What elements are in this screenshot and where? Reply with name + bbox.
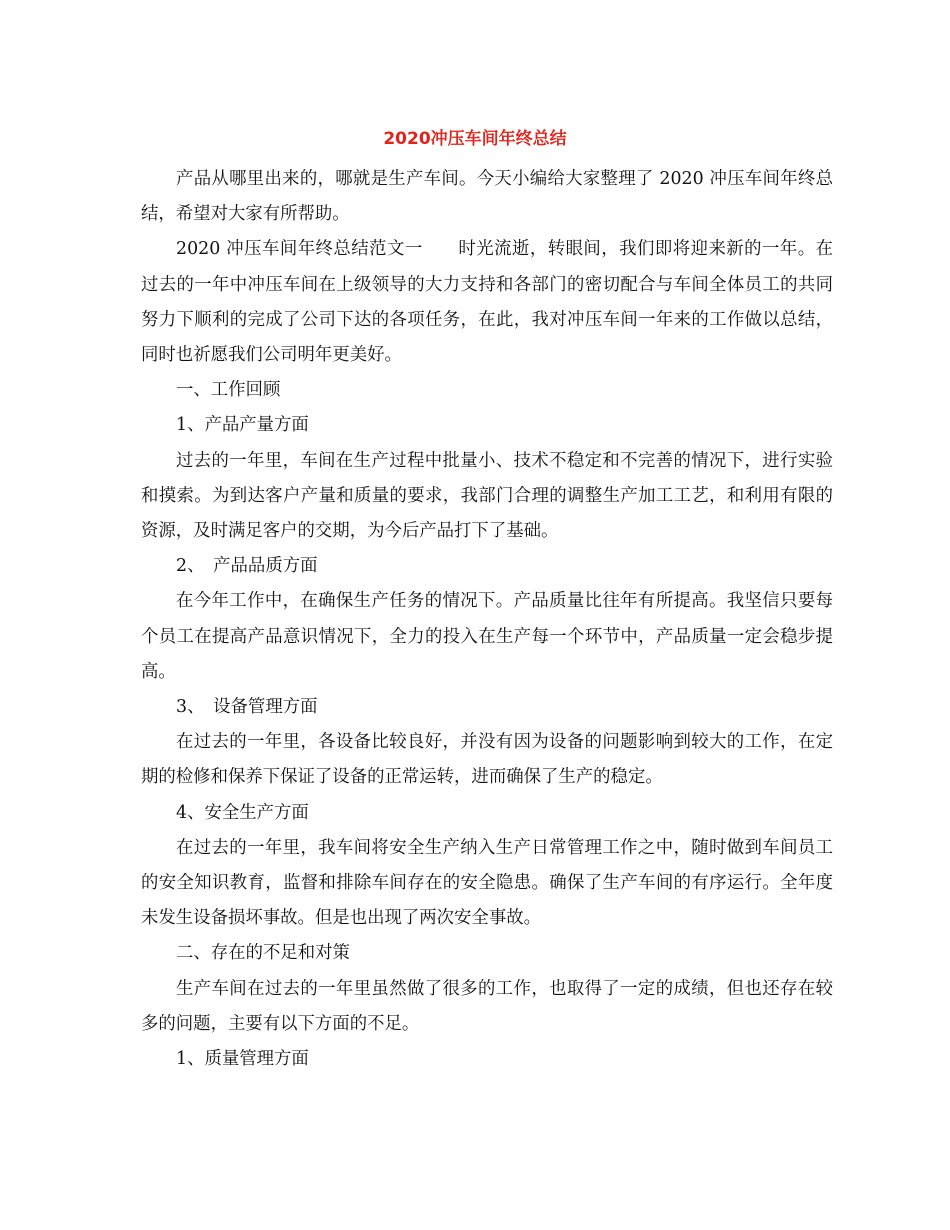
subheading-quality-management: 1、质量管理方面 bbox=[176, 1049, 309, 1070]
document-body bbox=[141, 162, 833, 1077]
paragraph-safety: 在过去的一年里，我车间将安全生产纳入生产日常管理工作之中，随时做到车间员工的安全知识教育，监督和排除车间存在的安全隐患。确保了生产车间的有序运行。全年度未发生设备损坏事故。但是也出现了两次安全事故。 bbox=[141, 837, 833, 929]
subheading-output: 1、产品产量方面 bbox=[176, 415, 309, 436]
document-title: 2020冲压车间年终总结 bbox=[383, 129, 567, 149]
paragraph-shortcomings: 生产车间在过去的一年里虽然做了很多的工作，也取得了一定的成绩，但也还存在较多的问题，主要有以下方面的不足。 bbox=[141, 978, 833, 1034]
heading-work-review: 一、工作回顾 bbox=[176, 380, 281, 401]
subheading-quality: 2、 产品品质方面 bbox=[176, 556, 318, 577]
paragraph-output: 过去的一年里，车间在生产过程中批量小、技术不稳定和不完善的情况下，进行实验和摸索。为到达客户产量和质量的要求，我部门合理的调整生产加工工艺，和利用有限的资源，及时满足客户的交期，为今后产品打下了基础。 bbox=[141, 450, 833, 542]
subheading-equipment: 3、 设备管理方面 bbox=[176, 697, 318, 718]
paragraph-intro: 产品从哪里出来的，哪就是生产车间。今天小编给大家整理了 2020 冲压车间年终总结，希望对大家有所帮助。 bbox=[141, 169, 833, 225]
paragraph-opening: 2020 冲压车间年终总结范文一 时光流逝，转眼间，我们即将迎来新的一年。在过去的一年中冲压车间在上级领导的大力支持和各部门的密切配合与车间全体员工的共同努力下顺利的完成了公司下达的各项任务，在此，我对冲压车间一年来的工作做以总结，同时也祈愿我们公司明年更美好。 bbox=[141, 239, 833, 366]
paragraph-quality: 在今年工作中，在确保生产任务的情况下。产品质量比往年有所提高。我坚信只要每个员工在提高产品意识情况下，全力的投入在生产每一个环节中，产品质量一定会稳步提高。 bbox=[141, 591, 833, 682]
paragraph-equipment: 在过去的一年里，各设备比较良好，并没有因为设备的问题影响到较大的工作，在定期的检修和保养下保证了设备的正常运转，进而确保了生产的稳定。 bbox=[141, 732, 833, 788]
heading-shortcomings: 二、存在的不足和对策 bbox=[176, 943, 350, 964]
subheading-safety: 4、安全生产方面 bbox=[176, 802, 309, 823]
